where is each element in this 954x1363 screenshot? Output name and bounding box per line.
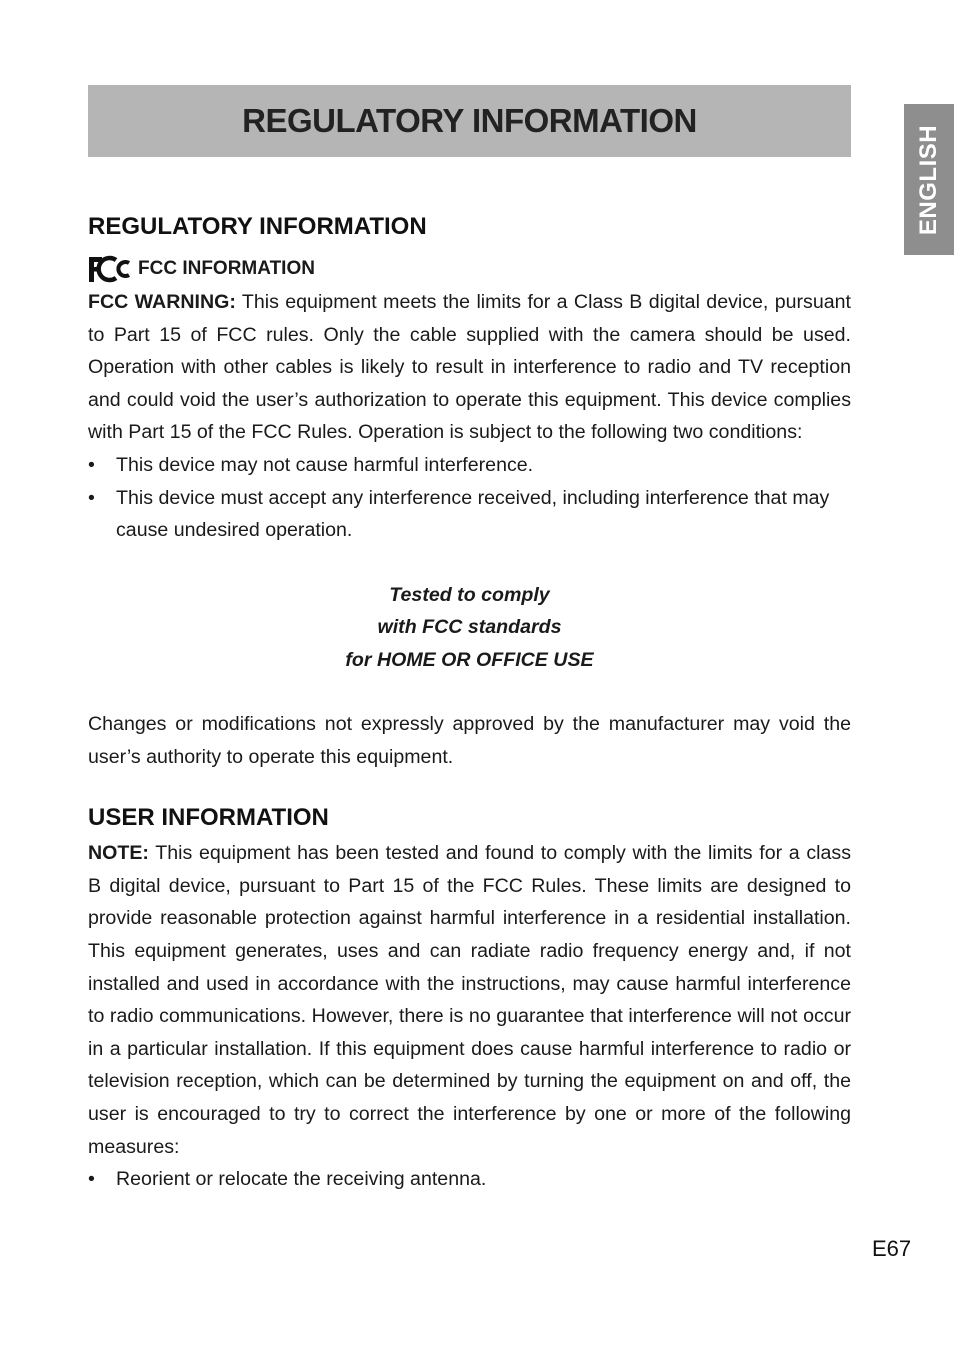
main-content <box>88 208 851 1196</box>
note-paragraph <box>88 837 851 1163</box>
language-tab <box>904 104 954 255</box>
tested-statement <box>88 579 851 676</box>
fcc-warning-paragraph <box>88 286 851 449</box>
list-item: • Reorient or relocate the receiving antenna. <box>88 1163 851 1196</box>
measures-list <box>88 1163 851 1196</box>
tested-line: Tested to comply <box>389 583 550 606</box>
conditions-list <box>88 449 851 547</box>
page-number: E67 <box>872 1236 912 1261</box>
fcc-warning-lead: FCC WARNING: <box>88 291 236 313</box>
title-banner <box>88 85 851 157</box>
regulatory-heading: REGULATORY INFORMATION <box>88 213 427 240</box>
fcc-heading-label: FCC INFORMATION <box>138 257 315 279</box>
list-item: • This device may not cause harmful interference. <box>88 449 851 482</box>
note-text: This equipment has been tested and found to comply with the limits for a class B digital device, pursuant to Part 15 of the FCC Rules. These limits are designed to provide reasonable protection against harmful interference in a residential installation. This equipment generates, uses and can radiate radio frequency energy and, if not installed and used in accordance with the instructions, may cause harmful interference to radio communications. However, there is no guarantee that interference will not occur in a particular installation. If this equipment does cause harmful interference to radio or television reception, which can be determined by turning the equipment on and off, the user is encouraged to try to correct the interference by one or more of the following measures: <box>88 842 851 1158</box>
fcc-logo-icon <box>88 254 132 284</box>
note-lead: NOTE: <box>88 842 149 865</box>
tested-line: with FCC standards <box>377 616 562 639</box>
page-title: REGULATORY INFORMATION <box>242 102 697 139</box>
list-item: • This device must accept any interference received, including interference that may cause undesired operation. <box>88 482 851 547</box>
fcc-warning-text: This equipment meets the limits for a Class B digital device, pursuant to Part 15 of FCC rules. Only the cable supplied with the camera should be used. Operation with other cables is likely to result in interference to radio and TV reception and could void the user’s authorization to operate this equipment. This device complies with Part 15 of the FCC Rules. Operation is subject to the following two conditions: <box>88 291 851 444</box>
language-tab-label: ENGLISH <box>915 124 942 235</box>
user-information-heading: USER INFORMATION <box>88 804 329 832</box>
fcc-information-heading <box>88 252 851 286</box>
changes-paragraph: Changes or modifications not expressly approved by the manufacturer may void the user’s authority to operate this equipment. <box>88 712 851 768</box>
tested-line: for HOME OR OFFICE USE <box>345 648 594 671</box>
